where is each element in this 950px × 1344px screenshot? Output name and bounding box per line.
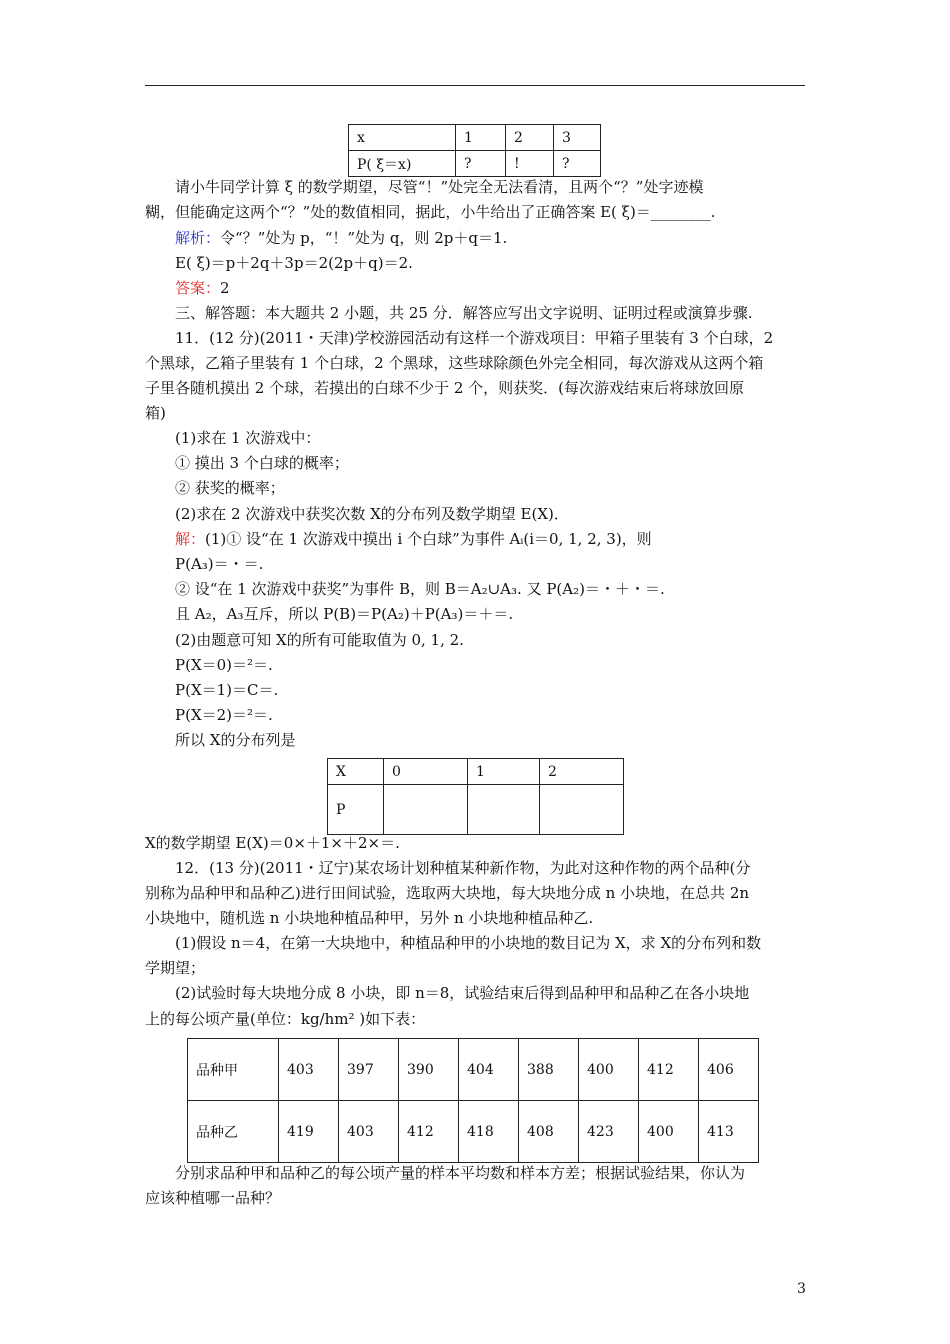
cell: 400: [639, 1101, 699, 1163]
cell: [540, 785, 624, 835]
text-line: 且 A₂，A₃互斥，所以 P(B)＝P(A₂)＋P(A₃)＝＋＝.: [175, 605, 514, 623]
text-line: ② 设“在 1 次游戏中获奖”为事件 B，则 B＝A₂∪A₃. 又 P(A₂)＝・＋・＝.: [175, 580, 665, 598]
text-line: 11．(12 分)(2011・天津)学校游园活动有这样一个游戏项目：甲箱子里装有 3 个白球，2: [175, 329, 774, 347]
cell: 419: [279, 1101, 339, 1163]
cell: [384, 785, 468, 835]
text-line: 12．(13 分)(2011・辽宁)某农场计划种植某种新作物，为此对这种作物的两个品种(分: [175, 859, 751, 877]
cell: x: [349, 125, 456, 151]
text-line: (1)求在 1 次游戏中：: [175, 429, 321, 447]
cell: 413: [699, 1101, 759, 1163]
text-line: X的数学期望 E(X)＝0×＋1×＋2×＝.: [145, 834, 400, 852]
cell: 404: [459, 1039, 519, 1101]
text-line: 个黑球，乙箱子里装有 1 个白球，2 个黑球，这些球除颜色外完全相同，每次游戏从这两个箱: [145, 354, 764, 372]
text-line: 所以 X的分布列是: [175, 731, 296, 749]
text-line: P(X＝2)＝²＝.: [175, 706, 273, 724]
text-line: 上的每公顷产量(单位：kg/hm² )如下表：: [145, 1010, 426, 1028]
text-line: 箱): [145, 404, 166, 422]
text-line: 子里各随机摸出 2 个球，若摸出的白球不少于 2 个，则获奖．(每次游戏结束后将球放回原: [145, 379, 745, 397]
cell: P( ξ＝x): [349, 151, 456, 177]
cell: 397: [339, 1039, 399, 1101]
text-line: ② 获奖的概率；: [175, 479, 285, 497]
table-row: [188, 1101, 759, 1163]
text-line: E( ξ)＝p＋2q＋3p＝2(2p＋q)＝2.: [175, 254, 413, 272]
text-line: P(X＝1)＝C＝.: [175, 681, 279, 699]
cell: 403: [279, 1039, 339, 1101]
cell: X: [328, 759, 384, 785]
answer-label: 答案：: [175, 279, 221, 297]
cell: 388: [519, 1039, 579, 1101]
x-distribution-table: [327, 758, 624, 835]
text-line: [175, 529, 652, 549]
cell: [468, 785, 540, 835]
cell: 1: [456, 125, 506, 151]
text-line: 学期望；: [145, 959, 206, 977]
text-line: 糊，但能确定这两个“？”处的数值相同，据此，小牛给出了正确答案 E( ξ)＝________.: [145, 203, 716, 221]
text: (1)① 设“在 1 次游戏中摸出 i 个白球”为事件 Aᵢ(i＝0, 1, 2, 3)，则: [205, 530, 652, 548]
cell: 品种乙: [188, 1101, 279, 1163]
cell: 2: [540, 759, 624, 785]
cell: 423: [579, 1101, 639, 1163]
text-line: [175, 278, 230, 298]
text-line: 应该种植哪一品种？: [145, 1189, 281, 1207]
text-line: P(A₃)＝・＝.: [175, 555, 264, 573]
text: 令“？”处为 p，“！”处为 q，则 2p＋q＝1.: [220, 229, 508, 247]
header-rule: [145, 85, 805, 86]
cell: 390: [399, 1039, 459, 1101]
text-line: 小块地中，随机选 n 小块地种植品种甲，另外 n 小块地种植品种乙.: [145, 909, 594, 927]
cell: 400: [579, 1039, 639, 1101]
cell: 2: [506, 125, 554, 151]
cell: !: [506, 151, 554, 177]
cell: P: [328, 785, 384, 835]
text-line: 别称为品种甲和品种乙)进行田间试验，选取两大块地，每大块地分成 n 小块地，在总共 2n: [145, 884, 750, 902]
text-line: 请小牛同学计算 ξ 的数学期望，尽管“！”处完全无法看清，且两个“？”处字迹模: [175, 178, 704, 196]
cell: ?: [456, 151, 506, 177]
cell: 3: [554, 125, 601, 151]
cell: 1: [468, 759, 540, 785]
analysis-label: 解析：: [175, 229, 221, 247]
solution-label: 解：: [175, 530, 206, 548]
text-line: (2)由题意可知 X的所有可能取值为 0, 1, 2.: [175, 631, 464, 649]
text-line: (1)假设 n＝4，在第一大块地中，种植品种甲的小块地的数目记为 X，求 X的分布列和数: [175, 934, 762, 952]
cell: 403: [339, 1101, 399, 1163]
cell: 412: [399, 1101, 459, 1163]
text: 2: [220, 279, 230, 297]
text-line: ① 摸出 3 个白球的概率；: [175, 454, 349, 472]
yield-table: [187, 1038, 759, 1163]
table-row: [188, 1039, 759, 1101]
text-line: (2)试验时每大块地分成 8 小块，即 n＝8，试验结束后得到品种甲和品种乙在各小块地: [175, 984, 750, 1002]
text-line: (2)求在 2 次游戏中获奖次数 X的分布列及数学期望 E(X)．: [175, 505, 569, 523]
xi-distribution-table: [348, 124, 601, 177]
cell: 品种甲: [188, 1039, 279, 1101]
page-number: 3: [797, 1281, 806, 1297]
section-heading: 三、解答题：本大题共 2 小题，共 25 分．解答应写出文字说明、证明过程或演算步骤.: [175, 304, 753, 322]
cell: 0: [384, 759, 468, 785]
cell: 406: [699, 1039, 759, 1101]
text-line: 分别求品种甲和品种乙的每公顷产量的样本平均数和样本方差；根据试验结果，你认为: [175, 1164, 746, 1182]
text-line: P(X＝0)＝²＝.: [175, 656, 273, 674]
cell: 412: [639, 1039, 699, 1101]
cell: 408: [519, 1101, 579, 1163]
cell: ?: [554, 151, 601, 177]
cell: 418: [459, 1101, 519, 1163]
text-line: [175, 228, 507, 248]
